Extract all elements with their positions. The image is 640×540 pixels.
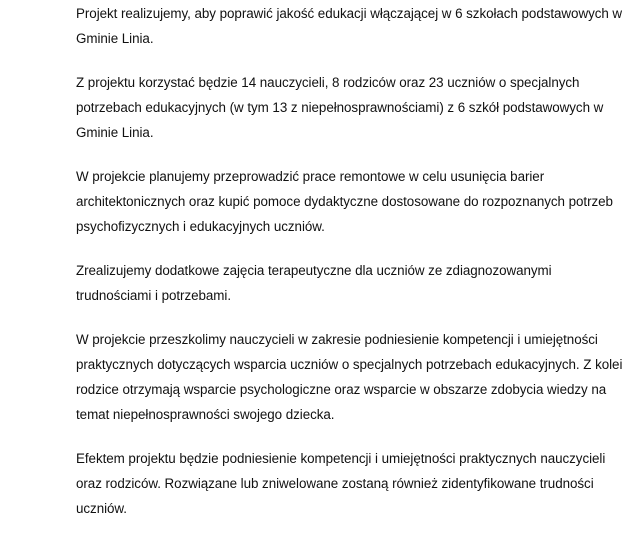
text-line: temat niepełnosprawności swojego dziecka.	[76, 407, 335, 422]
paragraph-project-goal	[76, 1, 623, 51]
text-line: Z projektu korzystać będzie 14 nauczycieli, 8 rodziców oraz 23 uczniów o specjalnych	[76, 75, 580, 90]
document-body	[76, 1, 623, 540]
text-line: uczniów.	[76, 501, 127, 516]
text-line: W projekcie planujemy przeprowadzić prace remontowe w celu usunięcia barier	[76, 169, 545, 184]
paragraph-training	[76, 327, 623, 427]
text-line: W projekcie przeszkolimy nauczycieli w zakresie podniesienie kompetencji i umiejętności	[76, 332, 598, 347]
text-line: psychofizycznych i edukacyjnych uczniów.	[76, 219, 325, 234]
text-line: potrzebach edukacyjnych (w tym 13 z niepełnosprawnościami) z 6 szkół podstawowych w	[76, 100, 604, 115]
paragraph-outcome	[76, 446, 606, 521]
text-line: trudnościami i potrzebami.	[76, 288, 231, 303]
text-line: Projekt realizujemy, aby poprawić jakość edukacji włączającej w 6 szkołach podstawowych w	[76, 6, 623, 21]
text-line: Efektem projektu będzie podniesienie kompetencji i umiejętności praktycznych nauczycieli	[76, 451, 606, 466]
paragraph-participants	[76, 70, 604, 145]
text-line: praktycznych dotyczących wsparcia uczniów o specjalnych potrzebach edukacyjnych. Z kolei	[76, 357, 623, 372]
text-line: rodzice otrzymają wsparcie psychologiczne oraz wsparcie w obszarze zdobycia wiedzy na	[76, 382, 607, 397]
text-line: Gminie Linia.	[76, 31, 154, 46]
paragraph-renovation	[76, 164, 613, 239]
text-line: Zrealizujemy dodatkowe zajęcia terapeutyczne dla uczniów ze zdiagnozowanymi	[76, 263, 552, 278]
text-line: architektonicznych oraz kupić pomoce dydaktyczne dostosowane do rozpoznanych potrzeb	[76, 194, 613, 209]
text-line: Gminie Linia.	[76, 125, 154, 140]
text-line: oraz rodziców. Rozwiązane lub zniwelowane zostaną również zidentyfikowane trudności	[76, 476, 594, 491]
paragraph-therapy	[76, 258, 576, 308]
